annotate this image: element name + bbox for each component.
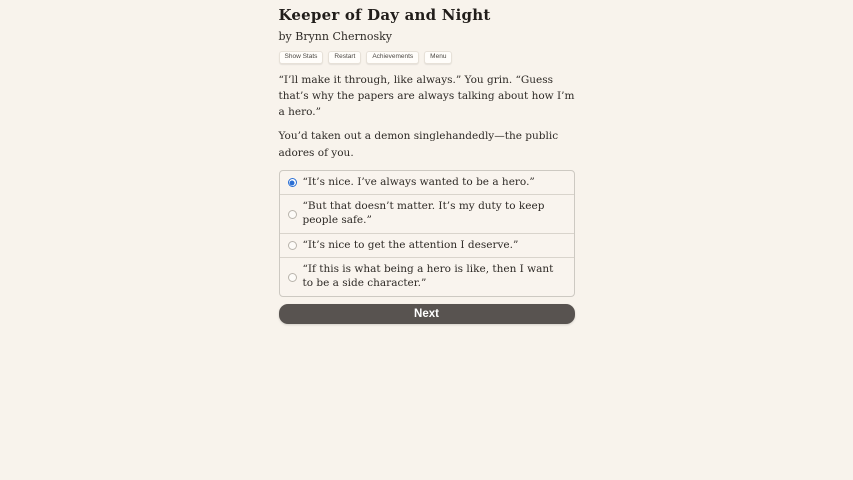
menu-button[interactable]: Menu xyxy=(424,51,452,64)
story-text xyxy=(279,72,575,161)
next-button[interactable]: Next xyxy=(279,304,575,324)
radio-icon[interactable] xyxy=(288,273,297,282)
radio-selected-icon[interactable] xyxy=(288,178,297,187)
story-paragraph: “I’ll make it through, like always.” You grin. “Guess that’s why the papers are always talking about how I’m a hero.” xyxy=(278,73,575,119)
choice-option[interactable] xyxy=(280,233,574,258)
restart-button[interactable]: Restart xyxy=(328,51,361,64)
achievements-button[interactable]: Achievements xyxy=(366,51,419,64)
toolbar xyxy=(279,51,575,64)
radio-icon[interactable] xyxy=(288,210,297,219)
choice-option[interactable] xyxy=(280,194,574,232)
choice-option-label: “It’s nice to get the attention I deserve.” xyxy=(302,238,519,251)
choice-option-label: “But that doesn’t matter. It’s my duty to keep people safe.” xyxy=(302,200,545,227)
choice-list xyxy=(279,170,575,297)
choice-option-label: “It’s nice. I’ve always wanted to be a hero.” xyxy=(302,175,535,188)
radio-icon[interactable] xyxy=(288,241,297,250)
game-title: Keeper of Day and Night xyxy=(278,6,491,24)
choice-option[interactable] xyxy=(280,171,574,195)
show-stats-button[interactable]: Show Stats xyxy=(279,51,324,64)
choice-option-label: “If this is what being a hero is like, then I want to be a side character.” xyxy=(302,263,554,290)
game-page xyxy=(279,0,575,324)
story-paragraph: You’d taken out a demon singlehandedly—the public adores of you. xyxy=(278,130,559,159)
choice-option[interactable] xyxy=(280,257,574,295)
game-author: by Brynn Chernosky xyxy=(278,30,392,43)
